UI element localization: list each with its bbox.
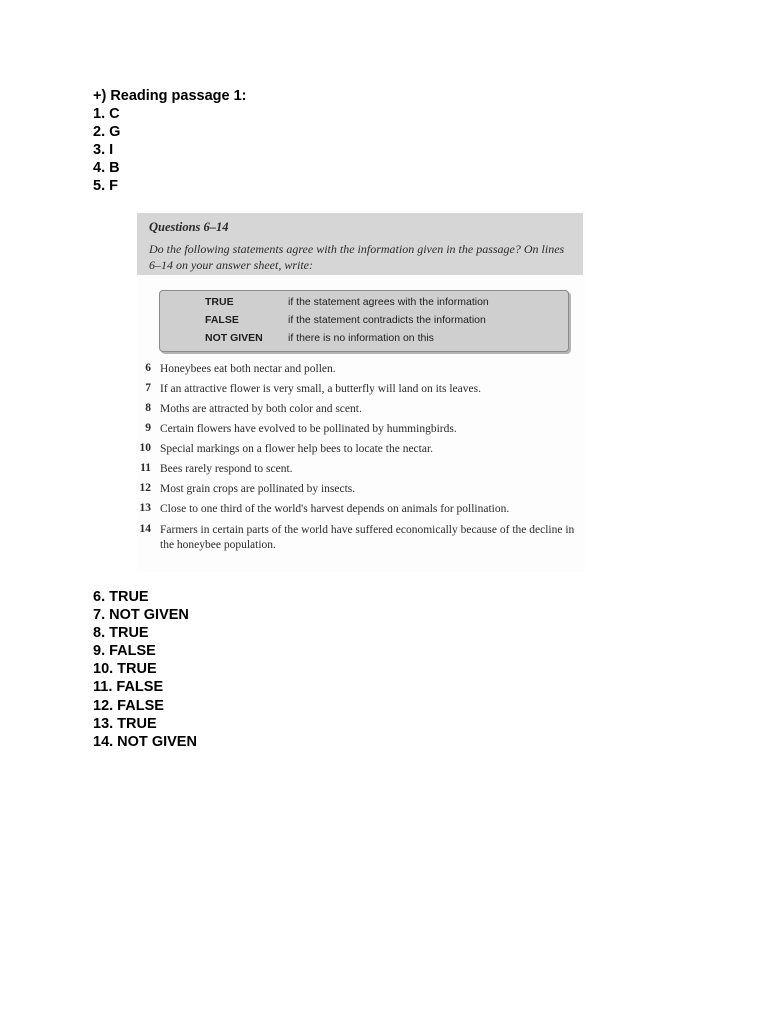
question-text: Farmers in certain parts of the world have suffered economically because of the decline in the honeybee population. — [160, 524, 575, 551]
legend-term: TRUE — [205, 296, 234, 308]
answer-line: 8. TRUE — [93, 625, 149, 642]
legend-term: NOT GIVEN — [205, 332, 263, 344]
answer-line: 6. TRUE — [93, 589, 149, 605]
section-heading: +) Reading passage 1: — [93, 88, 247, 104]
question-text: Special markings on a flower help bees to locate the nectar. — [160, 443, 434, 455]
question-text: Close to one third of the world's harvest depends on animals for pollination. — [160, 503, 510, 515]
question-number: 8 — [145, 402, 151, 414]
answer-legend-box — [159, 290, 569, 352]
answer-line: 9. FALSE — [93, 643, 156, 660]
answer-line: 4. B — [93, 160, 120, 176]
legend-term: FALSE — [205, 314, 239, 326]
top-answers — [93, 87, 247, 195]
question-text: Moths are attracted by both color and scent. — [160, 403, 362, 415]
scanned-question-image — [137, 210, 585, 572]
answer-line: 11. FALSE — [93, 679, 164, 696]
questions-title: Questions 6–14 — [149, 220, 229, 234]
instructions-text: Do the following statements agree with the information given in the passage? On lines 6–14 on your answer sheet, write: — [149, 242, 565, 272]
question-number: 9 — [145, 422, 151, 434]
question-number: 10 — [139, 442, 151, 454]
legend-definition: if the statement contradicts the information — [288, 314, 486, 326]
question-text: If an attractive flower is very small, a butterfly will land on its leaves. — [160, 383, 481, 395]
legend-row — [160, 332, 568, 349]
question-number: 11 — [140, 462, 151, 474]
question-text: Most grain crops are pollinated by insects. — [160, 483, 356, 495]
question-number: 14 — [139, 523, 151, 535]
question-number: 6 — [145, 362, 151, 374]
legend-row — [160, 314, 568, 331]
question-text: Certain flowers have evolved to be pollinated by hummingbirds. — [160, 423, 457, 435]
question-number: 13 — [139, 502, 151, 514]
answer-line: 7. NOT GIVEN — [93, 607, 189, 624]
answer-line: 10. TRUE — [93, 661, 157, 678]
question-number: 7 — [145, 382, 151, 394]
answer-line: 5. F — [93, 178, 118, 194]
question-number: 12 — [139, 482, 151, 494]
answer-line: 3. I — [93, 142, 114, 158]
legend-definition: if the statement agrees with the information — [288, 296, 489, 308]
question-text: Bees rarely respond to scent. — [160, 463, 293, 475]
question-header-band — [137, 213, 583, 275]
answer-line: 2. G — [93, 124, 121, 140]
answer-line: 12. FALSE — [93, 697, 164, 714]
question-text: Honeybees eat both nectar and pollen. — [160, 363, 336, 375]
legend-row — [160, 296, 568, 313]
answer-line: 1. C — [93, 106, 120, 122]
legend-definition: if there is no information on this — [288, 332, 434, 344]
bottom-answers — [93, 588, 197, 751]
answer-line: 13. TRUE — [93, 715, 157, 732]
answer-line: 14. NOT GIVEN — [93, 733, 197, 750]
